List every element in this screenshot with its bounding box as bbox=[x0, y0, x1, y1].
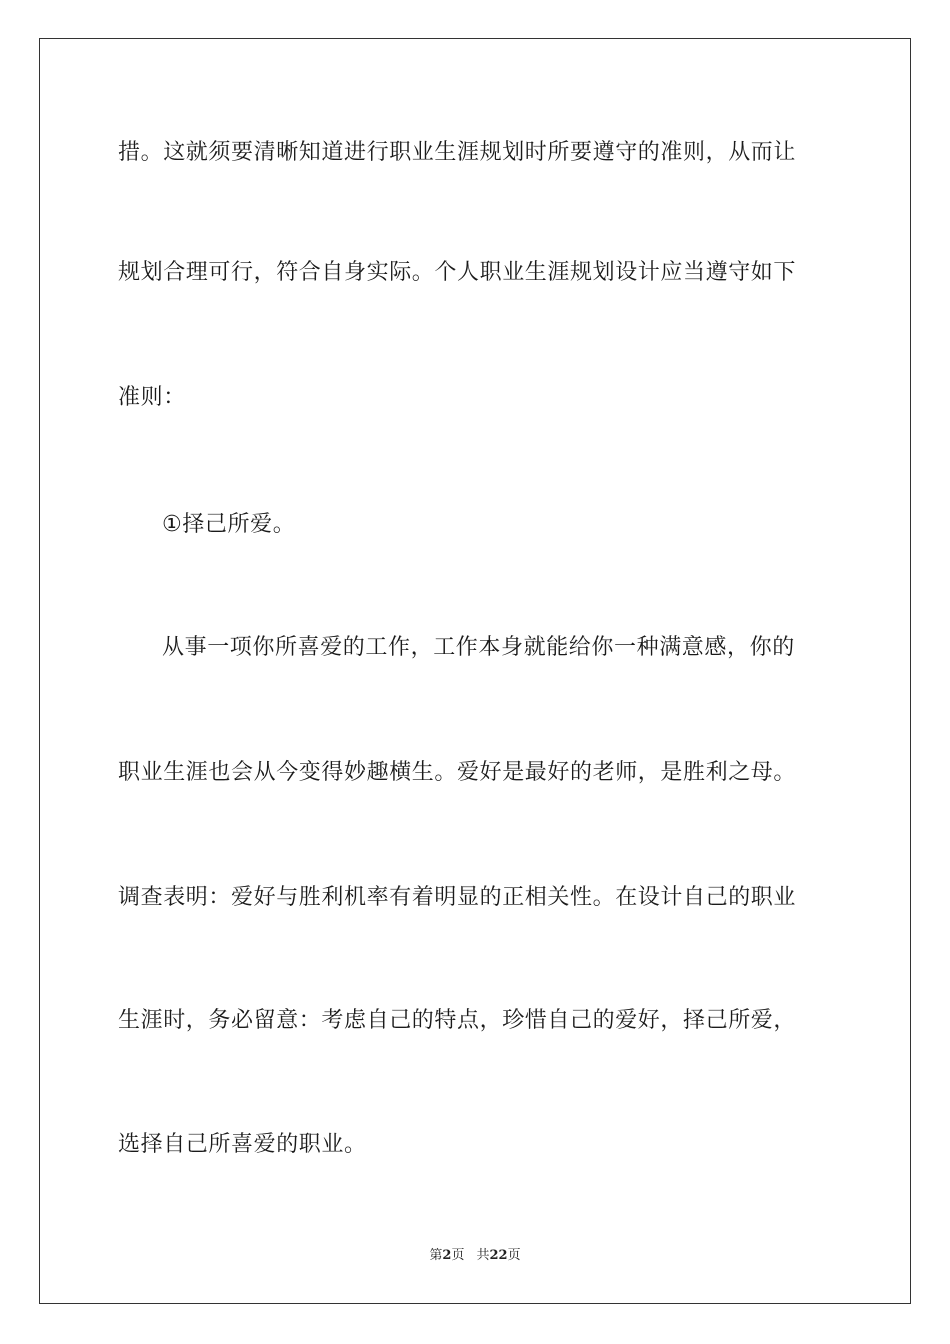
list-item-heading: ①择己所爱。 bbox=[162, 512, 296, 537]
body-text-line: 职业生涯也会从今变得妙趣横生。爱好是最好的老师，是胜利之母。 bbox=[118, 760, 797, 785]
body-text-line: 生涯时，务必留意：考虑自己的特点，珍惜自己的爱好，择己所爱， bbox=[118, 1008, 797, 1033]
body-text-line: 从事一项你所喜爱的工作，工作本身就能给你一种满意感，你的 bbox=[162, 635, 795, 660]
page-footer bbox=[0, 1247, 950, 1265]
body-text-line: 规划合理可行，符合自身实际。个人职业生涯规划设计应当遵守如下 bbox=[118, 260, 797, 285]
body-text-line: 措。这就须要清晰知道进行职业生涯规划时所要遵守的准则，从而让 bbox=[118, 140, 797, 165]
page-border bbox=[39, 38, 911, 1304]
body-text-line: 选择自己所喜爱的职业。 bbox=[118, 1132, 367, 1157]
page-number: 2 bbox=[442, 1248, 452, 1263]
page-prefix: 第 bbox=[429, 1248, 443, 1263]
total-prefix: 共 bbox=[476, 1248, 490, 1263]
page-suffix: 页 bbox=[451, 1248, 465, 1263]
body-text-line: 调查表明：爱好与胜利机率有着明显的正相关性。在设计自己的职业 bbox=[118, 885, 797, 910]
total-suffix: 页 bbox=[507, 1248, 521, 1263]
body-text-line: 准则： bbox=[118, 385, 186, 410]
total-pages: 22 bbox=[489, 1248, 508, 1263]
